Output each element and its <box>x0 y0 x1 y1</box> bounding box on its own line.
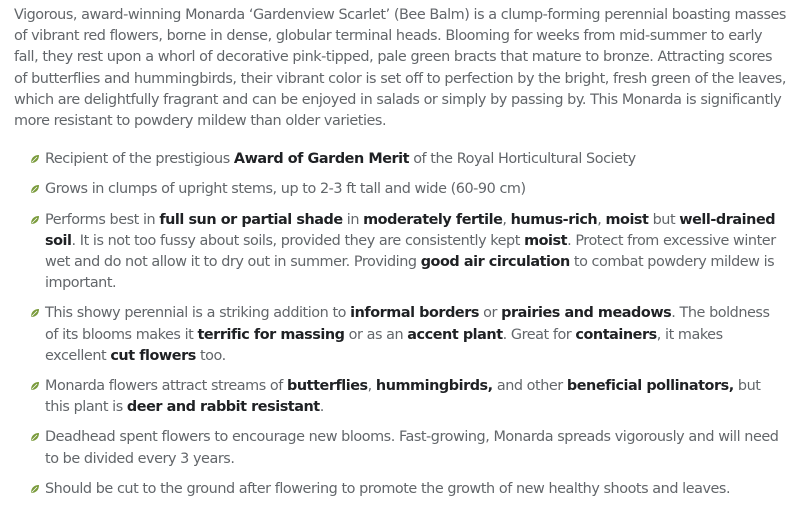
feature-highlight: beneficial pollinators, <box>566 378 734 395</box>
feature-text: of the Royal Horticultural Society <box>409 151 636 168</box>
feature-highlight: Award of Garden Merit <box>233 151 410 168</box>
feature-text: This showy perennial is a striking addition to <box>45 305 351 322</box>
feature-highlight: full sun or partial shade <box>159 211 343 228</box>
feature-item <box>14 149 786 170</box>
feature-highlight: hummingbirds, <box>375 378 493 395</box>
feature-highlight: well-drained soil <box>45 211 776 249</box>
feature-text: Recipient of the prestigious <box>45 151 234 168</box>
feature-text: Deadhead spent flowers to encourage new blooms. Fast-growing, Monarda spreads vigorously and will need to be divided every 3 years. <box>45 429 779 467</box>
feature-text: . Protect from excessive winter wet and do not allow it to dry out in summer. Providing <box>45 232 776 271</box>
feature-highlight: butterflies <box>287 378 368 395</box>
feature-list <box>14 149 786 500</box>
feature-text: too. <box>195 347 226 364</box>
feature-highlight: accent plant <box>407 326 503 343</box>
leaf-icon <box>30 184 40 194</box>
intro-paragraph: Vigorous, award-winning Monarda ‘Gardenview Scarlet’ (Bee Balm) is a clump-forming perennial boasting masses of vibrant red flowers, borne in dense, globular terminal heads. Blooming for weeks from mid-summer to early fall, they rest upon a whorl of decorative pink-tipped, pale green bracts that mature to bronze. Attracting scores of butterflies and hummingbirds, their vibrant color is set off to perfection by the bright, fresh green of the leaves, which are delightfully fragrant and can be enjoyed in salads or simply by passing by. This Monarda is significantly more resistant to powdery mildew than older varieties. <box>14 7 786 130</box>
feature-highlight: moderately fertile <box>363 211 503 228</box>
feature-highlight: moist <box>524 232 568 249</box>
feature-highlight: deer and rabbit resistant <box>126 399 320 416</box>
leaf-icon <box>30 484 40 494</box>
feature-text: Should be cut to the ground after flowering to promote the growth of new healthy shoots and leaves. <box>45 480 731 497</box>
feature-text: , <box>502 211 511 228</box>
feature-text: but this plant is <box>45 378 761 416</box>
leaf-icon <box>30 215 40 225</box>
feature-text: , <box>367 378 376 395</box>
feature-text: , it makes excellent <box>45 326 723 364</box>
feature-highlight: good air circulation <box>420 254 570 271</box>
feature-text: in <box>342 211 364 228</box>
feature-item <box>14 479 786 500</box>
feature-text: or <box>479 305 502 322</box>
feature-text: but <box>648 211 680 228</box>
leaf-icon <box>30 381 40 391</box>
leaf-icon <box>30 154 40 164</box>
feature-text: . Great for <box>502 326 576 343</box>
feature-text: , <box>597 211 606 228</box>
feature-text: . It is not too fussy about soils, provided they are consistently kept <box>71 232 525 249</box>
feature-highlight: humus-rich <box>510 211 598 228</box>
feature-text: to combat powdery mildew is important. <box>45 254 775 292</box>
product-description <box>14 5 786 509</box>
feature-text: or as an <box>344 326 408 343</box>
leaf-icon <box>30 308 40 318</box>
feature-highlight: moist <box>605 211 649 228</box>
feature-highlight: cut flowers <box>110 347 196 364</box>
feature-text: Grows in clumps of upright stems, up to 2-3 ft tall and wide (60-90 cm) <box>45 181 526 198</box>
feature-item <box>14 427 786 469</box>
feature-item <box>14 179 786 200</box>
feature-item <box>14 210 786 295</box>
feature-highlight: containers <box>575 326 657 343</box>
feature-item <box>14 376 786 418</box>
feature-text: and other <box>492 378 567 395</box>
feature-item <box>14 303 786 367</box>
feature-highlight: informal borders <box>350 305 480 322</box>
feature-highlight: terrific for massing <box>197 326 345 343</box>
feature-highlight: prairies and meadows <box>501 305 672 322</box>
feature-text: . The boldness of its blooms makes it <box>45 305 770 343</box>
feature-text: Monarda flowers attract streams of <box>45 378 287 395</box>
feature-text: . <box>319 399 324 416</box>
leaf-icon <box>30 432 40 442</box>
feature-text: Performs best in <box>45 211 160 228</box>
